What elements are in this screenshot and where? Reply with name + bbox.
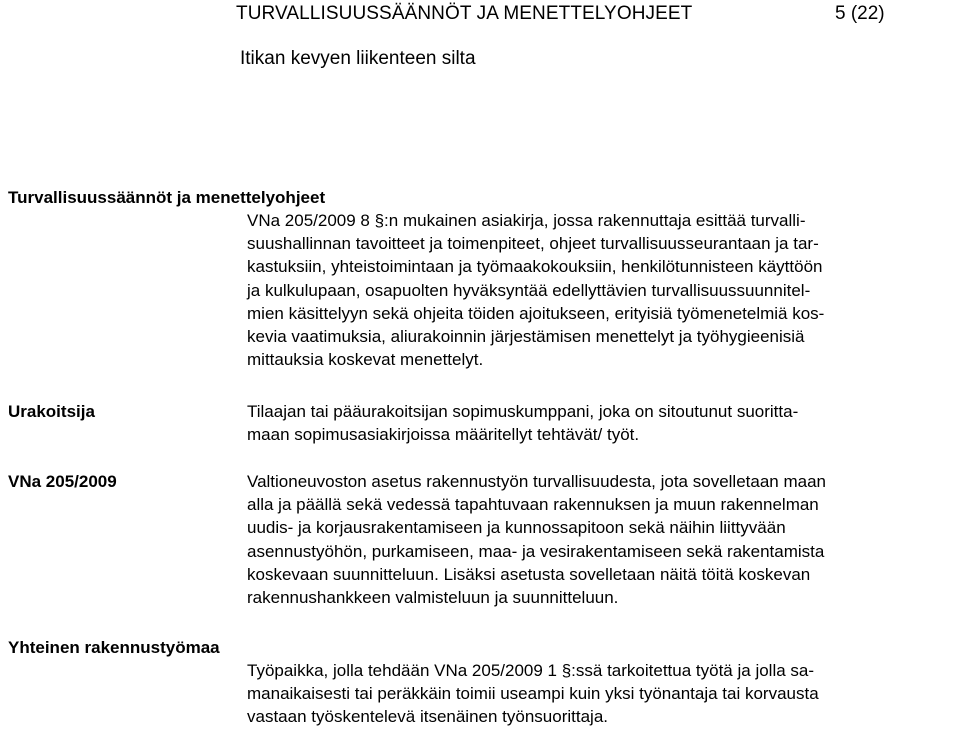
term-turvallisuussaannot: Turvallisuussäännöt ja menettelyohjeet [8,188,326,207]
term-yhteinen-rakennustyomaa: Yhteinen rakennustyömaa [8,638,220,657]
term-vna-205-2009: VNa 205/2009 [8,472,117,491]
definition-line: alla ja päällä sekä vedessä tapahtuvaan rakennuksen ja muun rakennelman [247,495,819,515]
term-urakoitsija: Urakoitsija [8,402,95,421]
definition-line: Tilaajan tai pääurakoitsijan sopimuskumppani, joka on sitoutunut suoritta- [247,402,799,421]
definition-yhteinen-rakennustyomaa [247,659,952,729]
definition-turvallisuussaannot [247,209,952,371]
definition-line: kevia vaatimuksia, aliurakoinnin järjestämisen menettelyt ja työhygieenisiä [247,327,805,347]
definition-line: Valtioneuvoston asetus rakennustyön turvallisuudesta, jota sovelletaan maan [247,472,826,491]
definition-line: manaikaisesti tai peräkkäin toimii useampi kuin yksi työnantaja tai korvausta [247,684,819,704]
definition-vna-205-2009 [247,470,952,609]
definition-line: ja kulkulupaan, osapuolten hyväksyntää edellyttävien turvallisuussuunnitel- [247,280,811,300]
definition-line: mien käsittelyyn sekä ohjeita töiden ajoitukseen, erityisiä työmenetelmiä kos- [247,303,825,323]
definition-line: Työpaikka, jolla tehdään VNa 205/2009 1 §:ssä tarkoitettua työtä ja jolla sa- [247,661,815,680]
definition-line: mittauksia koskevat menettelyt. [247,350,484,370]
document-title: TURVALLISUUSSÄÄNNÖT JA MENETTELYOHJEET [236,3,693,24]
definition-line: kastuksiin, yhteistoimintaan ja työmaakokouksiin, henkilötunnisteen käyttöön [247,257,823,277]
definition-line: asennustyöhön, purkamiseen, maa- ja vesirakentamiseen sekä rakentamista [247,541,825,561]
definition-line: VNa 205/2009 8 §:n mukainen asiakirja, jossa rakennuttaja esittää turvalli- [247,211,806,230]
definition-line: rakennushankkeen valmisteluun ja suunnitteluun. [247,588,619,608]
definition-line: suushallinnan tavoitteet ja toimenpiteet, ohjeet turvallisuusseurantaan ja tar- [247,234,819,254]
definition-line: maan sopimusasiakirjoissa määritellyt tehtävät/ työt. [247,425,640,445]
page-number: 5 (22) [835,3,885,24]
definition-urakoitsija [247,400,952,446]
definition-line: uudis- ja korjausrakentamiseen ja kunnossapitoon sekä näihin liittyvään [247,518,786,538]
definition-line: vastaan työskentelevä itsenäinen työnsuorittaja. [247,707,609,727]
definition-line: koskevaan suunnitteluun. Lisäksi asetusta sovelletaan näitä töitä koskevan [247,564,811,584]
document-subtitle: Itikan kevyen liikenteen silta [240,48,476,69]
